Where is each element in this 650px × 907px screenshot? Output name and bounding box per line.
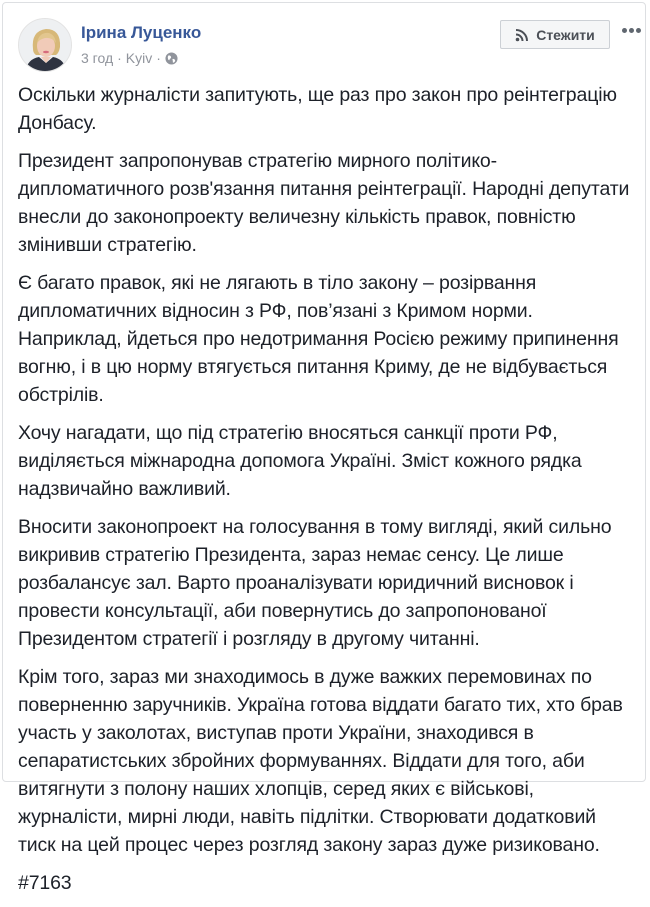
post-paragraph: Хочу нагадати, що під стратегію вносяться санкції проти РФ, виділяється міжнародна допомога Україні. Зміст кожного рядка надзвичайно важливий. — [18, 422, 582, 500]
post-paragraph: Президент запропонував стратегію мирного політико-дипломатичного розв'язання питання реінтеграції. Народні депутати внесли до законопроекту величезну кількість правок, повністю змінивши стратегію. — [18, 150, 630, 256]
follow-button[interactable] — [500, 20, 610, 49]
profile-photo-icon — [19, 19, 72, 72]
post-meta — [81, 49, 178, 67]
post-paragraph: Крім того, зараз ми знаходимось в дуже важких перемовинах по поверненню заручників. Україна готова віддати багато тих, хто брав участь у заколотах, виступав проти України, знаходився в сепаратистських збройних формуваннях. Віддати для того, аби витягнути з полону наших хлопців, серед яких є військові, журналісти, мирні люди, навіть підлітки. Створювати додатковий тиск на цей процес через розгляд закону зараз дуже ризиковано. — [18, 666, 623, 856]
meta-separator: · — [117, 50, 122, 66]
post-body — [18, 81, 638, 907]
more-options-button[interactable] — [620, 23, 642, 37]
ellipsis-icon-dot — [629, 28, 634, 33]
meta-separator: · — [156, 50, 161, 66]
post-paragraph: Є багато правок, які не лягають в тіло закону – розірвання дипломатичних відносин з РФ, пов’язані з Кримом норми. Наприклад, йдеться про недотримання Росією режиму припинення вогню, і в цю норму втягується питання Криму, де не відбувається обстрілів. — [18, 272, 619, 406]
rss-icon — [515, 28, 529, 42]
post-header — [3, 3, 645, 75]
author-name-link[interactable]: Ірина Луценко — [81, 23, 202, 42]
post-paragraph: Вносити законопроект на голосування в тому вигляді, який сильно викривив стратегію Президента, зараз немає сенсу. Це лише розбалансує зал. Варто проаналізувати юридичний висновок і провести консультації, аби повернутись до запропонованої Президентом стратегії і розгляду в другому читанні. — [18, 516, 612, 650]
globe-icon[interactable] — [165, 52, 178, 65]
ellipsis-icon-dot — [636, 28, 641, 33]
post-paragraph: Оскільки журналісти запитують, ще раз про закон про реінтеграцію Донбасу. — [18, 84, 617, 134]
post-card — [2, 2, 646, 894]
hashtag-link[interactable]: #7163 — [18, 872, 72, 894]
author-avatar[interactable] — [18, 18, 72, 72]
follow-button-label: Стежити — [536, 26, 595, 43]
post-time-link[interactable]: 3 год — [81, 50, 114, 66]
ellipsis-icon-dot — [622, 28, 627, 33]
post-location-link[interactable]: Kyiv — [125, 50, 153, 66]
